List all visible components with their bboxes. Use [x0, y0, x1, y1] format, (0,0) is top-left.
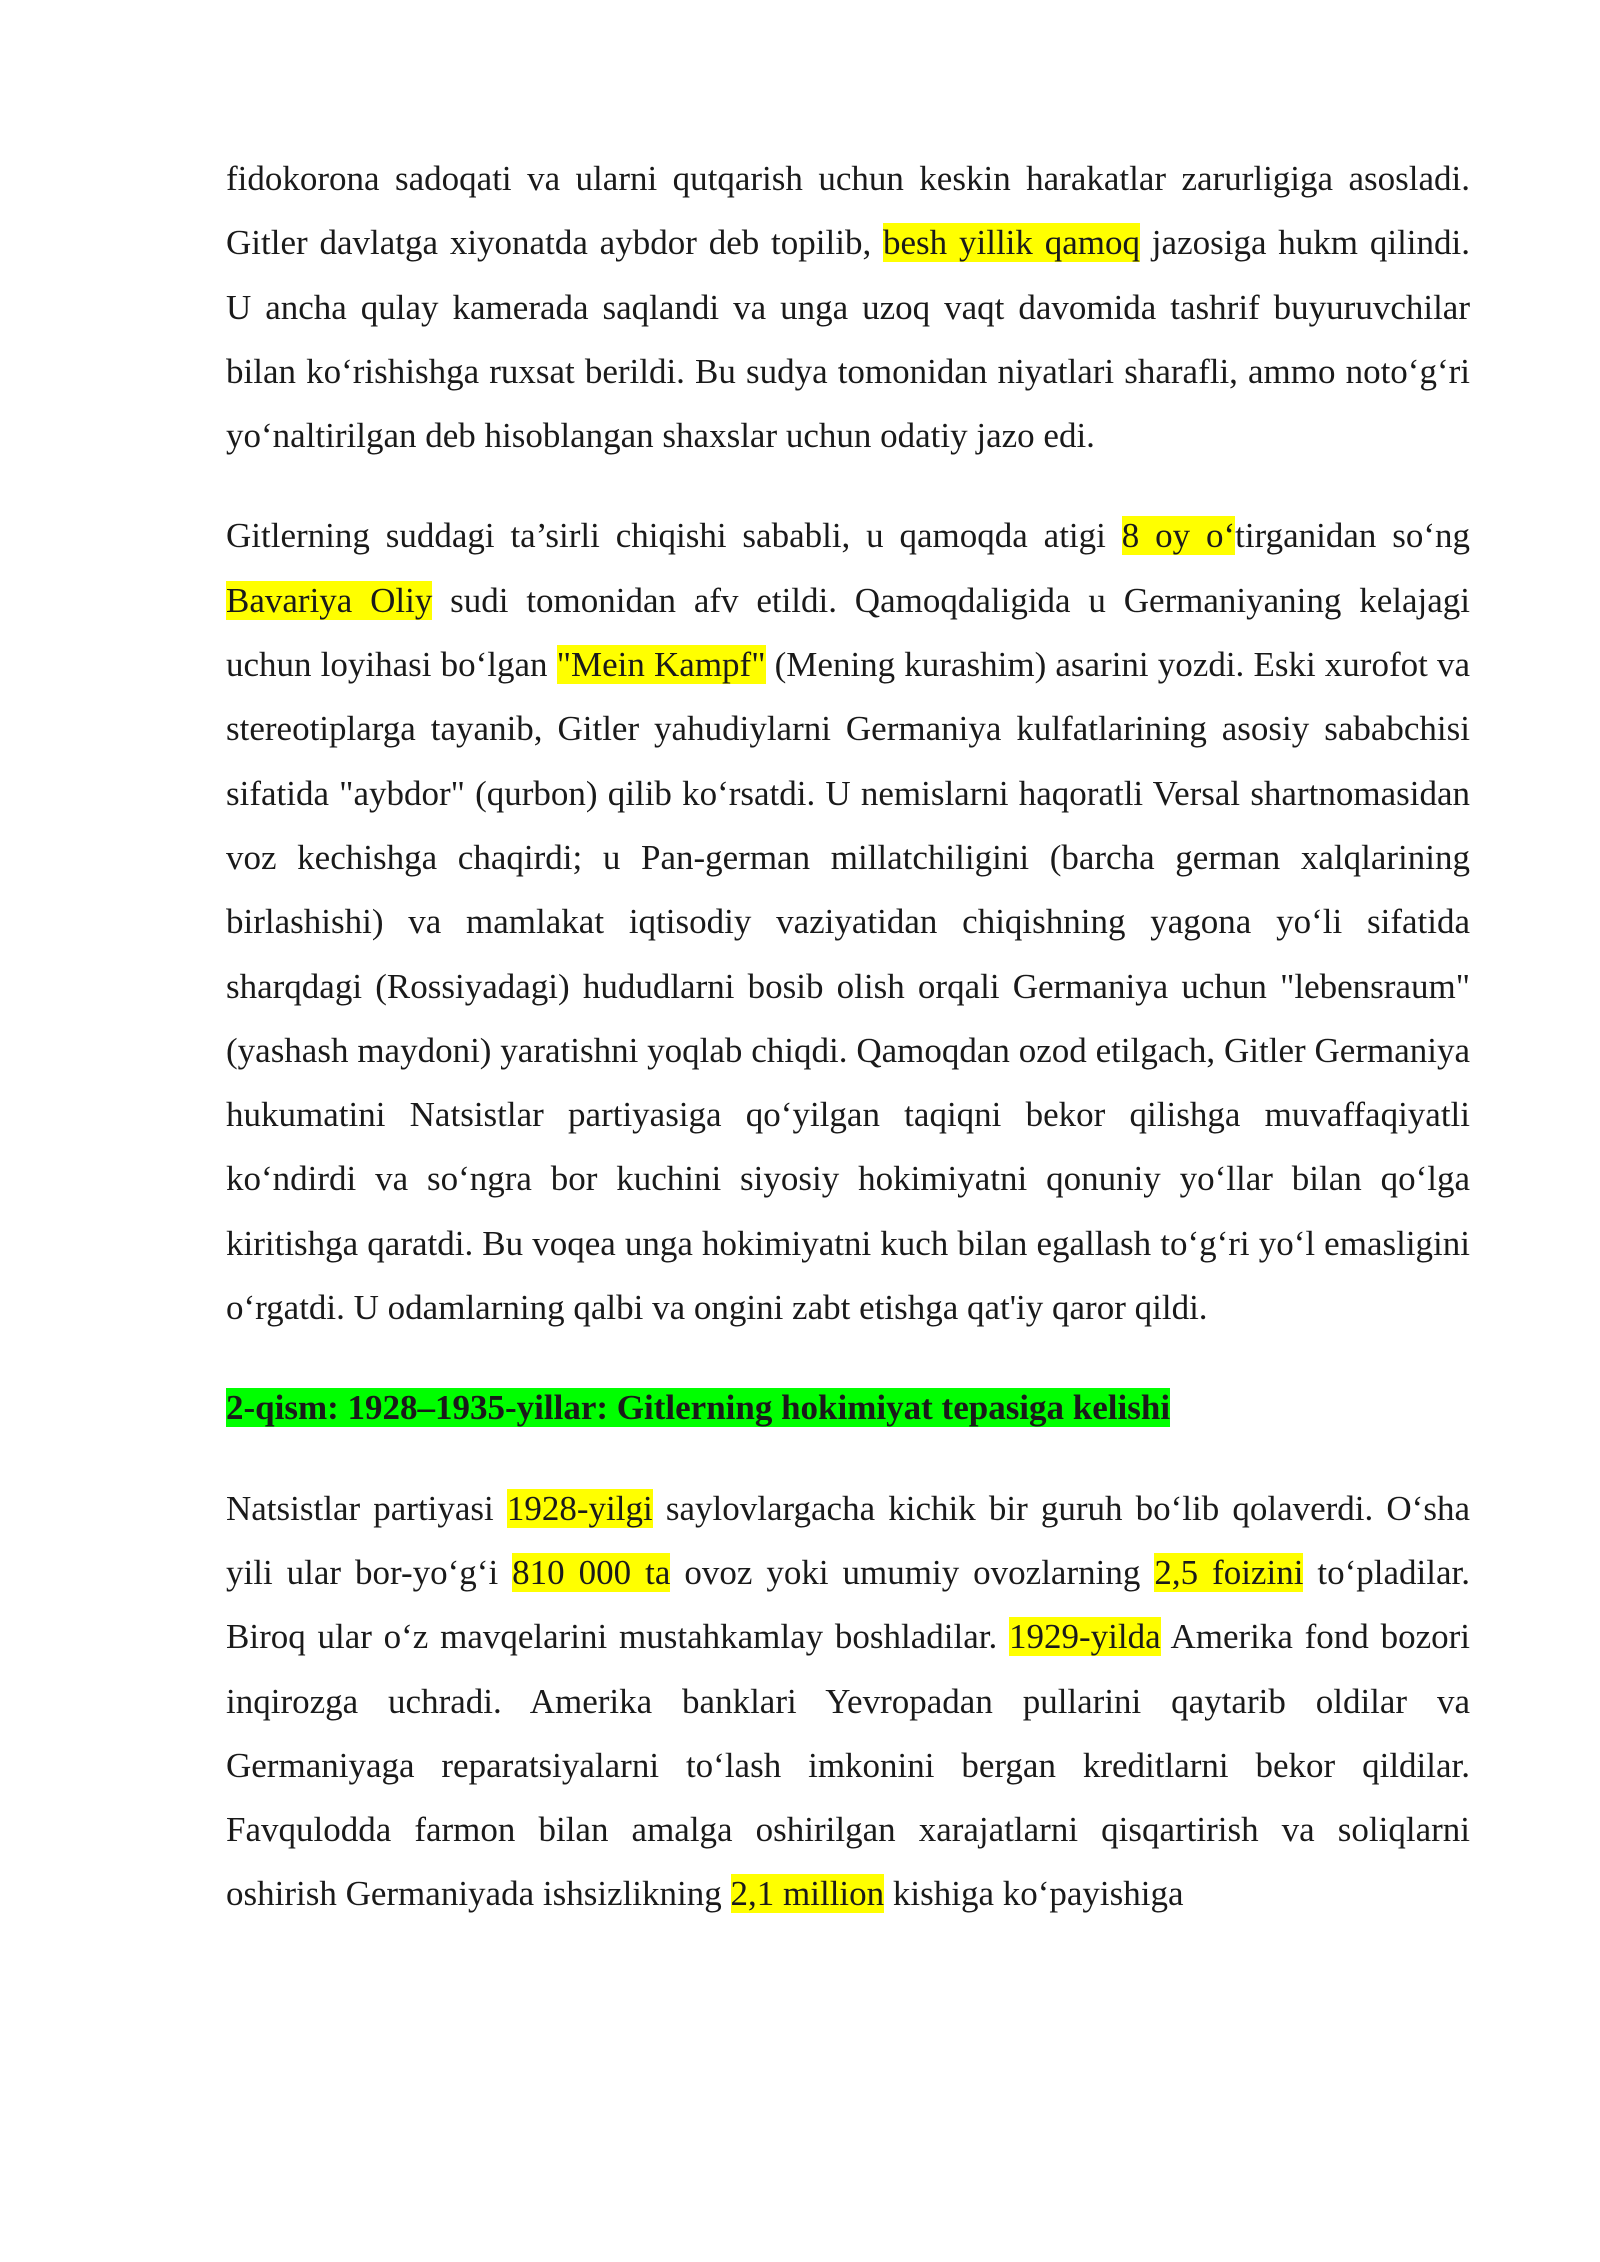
document-body [226, 147, 1470, 1927]
highlight-bavariya-oliy: Bavariya Oliy [226, 580, 433, 620]
text-run: sudi tomonidan afv etildi. Qamoqdaligida u Germaniyaning kelajagi uchun loyihasi bo‘lgan [226, 580, 1470, 685]
text-run: tirganidan so‘ng [1235, 516, 1471, 556]
highlight-mein-kampf: "Mein Kampf" [556, 645, 766, 685]
text-run: (Mening kurashim) asarini yozdi. Eski xurofot va stereotiplarga tayanib, Gitler yahudiylarni Germaniya kulfatlarining asosiy sababchisi sifatida "aybdor" (qurbon) qilib ko‘rsatdi. U nemislarni haqoratli Versal shartnomasidan voz kechishga chaqirdi; u Pan-german millatchiligini (barcha german xalqlarining birlashishi) va mamlakat iqtisodiy vaziyatidan chiqishning yagona yo‘li sifatida sharqdagi (Rossiyadagi) hududlarni bosib olish orqali Germaniya uchun "lebensraum" (yashash maydoni) yaratishni yoqlab chiqdi. Qamoqdan ozod etilgach, Gitler Germaniya hukumatini Natsistlar partiyasiga qo‘yilgan taqiqni bekor qilishga muvaffaqiyatli ko‘ndirdi va so‘ngra bor kuchini siyosiy hokimiyatni qonuniy yo‘llar bilan qo‘lga kiritishga qaratdi. Bu voqea unga hokimiyatni kuch bilan egallash to‘g‘ri yo‘l emasligini o‘rgatdi. U odamlarning qalbi va ongini zabt etishga qat'iy qaror qildi. [226, 645, 1471, 1328]
text-run: fidokorona sadoqati va ularni qutqarish uchun keskin harakatlar zarurligiga asosladi. Gitler davlatga xiyonatda aybdor deb topilib, [226, 159, 1470, 263]
paragraph-3 [226, 1477, 1470, 1927]
text-run: saylovlargacha kichik bir guruh bo‘lib qolaverdi. O‘sha yili ular bor-yo‘g‘i [226, 1488, 1470, 1592]
text-run: jazosiga hukm qilindi. U ancha qulay kamerada saqlandi va unga uzoq vaqt davomida tashrif buyuruvchilar bilan ko‘rishishga ruxsat berildi. Bu sudya tomonidan niyatlari sharafli, ammo noto‘g‘ri yo‘naltirilgan deb hisoblangan shaxslar uchun odatiy jazo edi. [226, 223, 1470, 456]
text-run: kishiga ko‘payishiga [884, 1874, 1184, 1914]
text-run: Gitlerning suddagi ta’sirli chiqishi sababli, u qamoqda atigi [226, 516, 1122, 556]
text-run: Natsistlar partiyasi [226, 1488, 507, 1528]
highlight-2-5-foizini: 2,5 foizini [1154, 1552, 1304, 1592]
highlight-8-oy: 8 oy o‘ [1121, 516, 1236, 556]
highlight-810000-ta: 810 000 ta [512, 1552, 671, 1592]
heading-highlight: 2-qism: 1928–1935-yillar: Gitlerning hokimiyat tepasiga kelishi [226, 1388, 1171, 1428]
text-run: to‘pladilar. Biroq ular o‘z mavqelarini mustahkamlay boshladilar. [226, 1552, 1470, 1657]
paragraph-2 [226, 504, 1470, 1340]
highlight-2-1-million: 2,1 million [730, 1874, 885, 1914]
section-heading [226, 1376, 1470, 1440]
paragraph-1 [226, 147, 1470, 468]
text-run: Amerika fond bozori inqirozga uchradi. Amerika banklari Yevropadan pullarini qaytarib oldilar va Germaniyaga reparatsiyalarni to‘lash imkonini bergan kreditlarni bekor qildilar. Favqulodda farmon bilan amalga oshirilgan xarajatlarni qisqartirish va soliqlarni oshirish Germaniyada ishsizlikning [226, 1617, 1470, 1914]
highlight-besh-yillik-qamoq: besh yillik qamoq [883, 223, 1140, 263]
highlight-1929-yilda: 1929-yilda [1008, 1617, 1161, 1657]
highlight-1928-yilgi: 1928-yilgi [506, 1488, 653, 1528]
text-run: ovoz yoki umumiy ovozlarning [670, 1552, 1155, 1592]
